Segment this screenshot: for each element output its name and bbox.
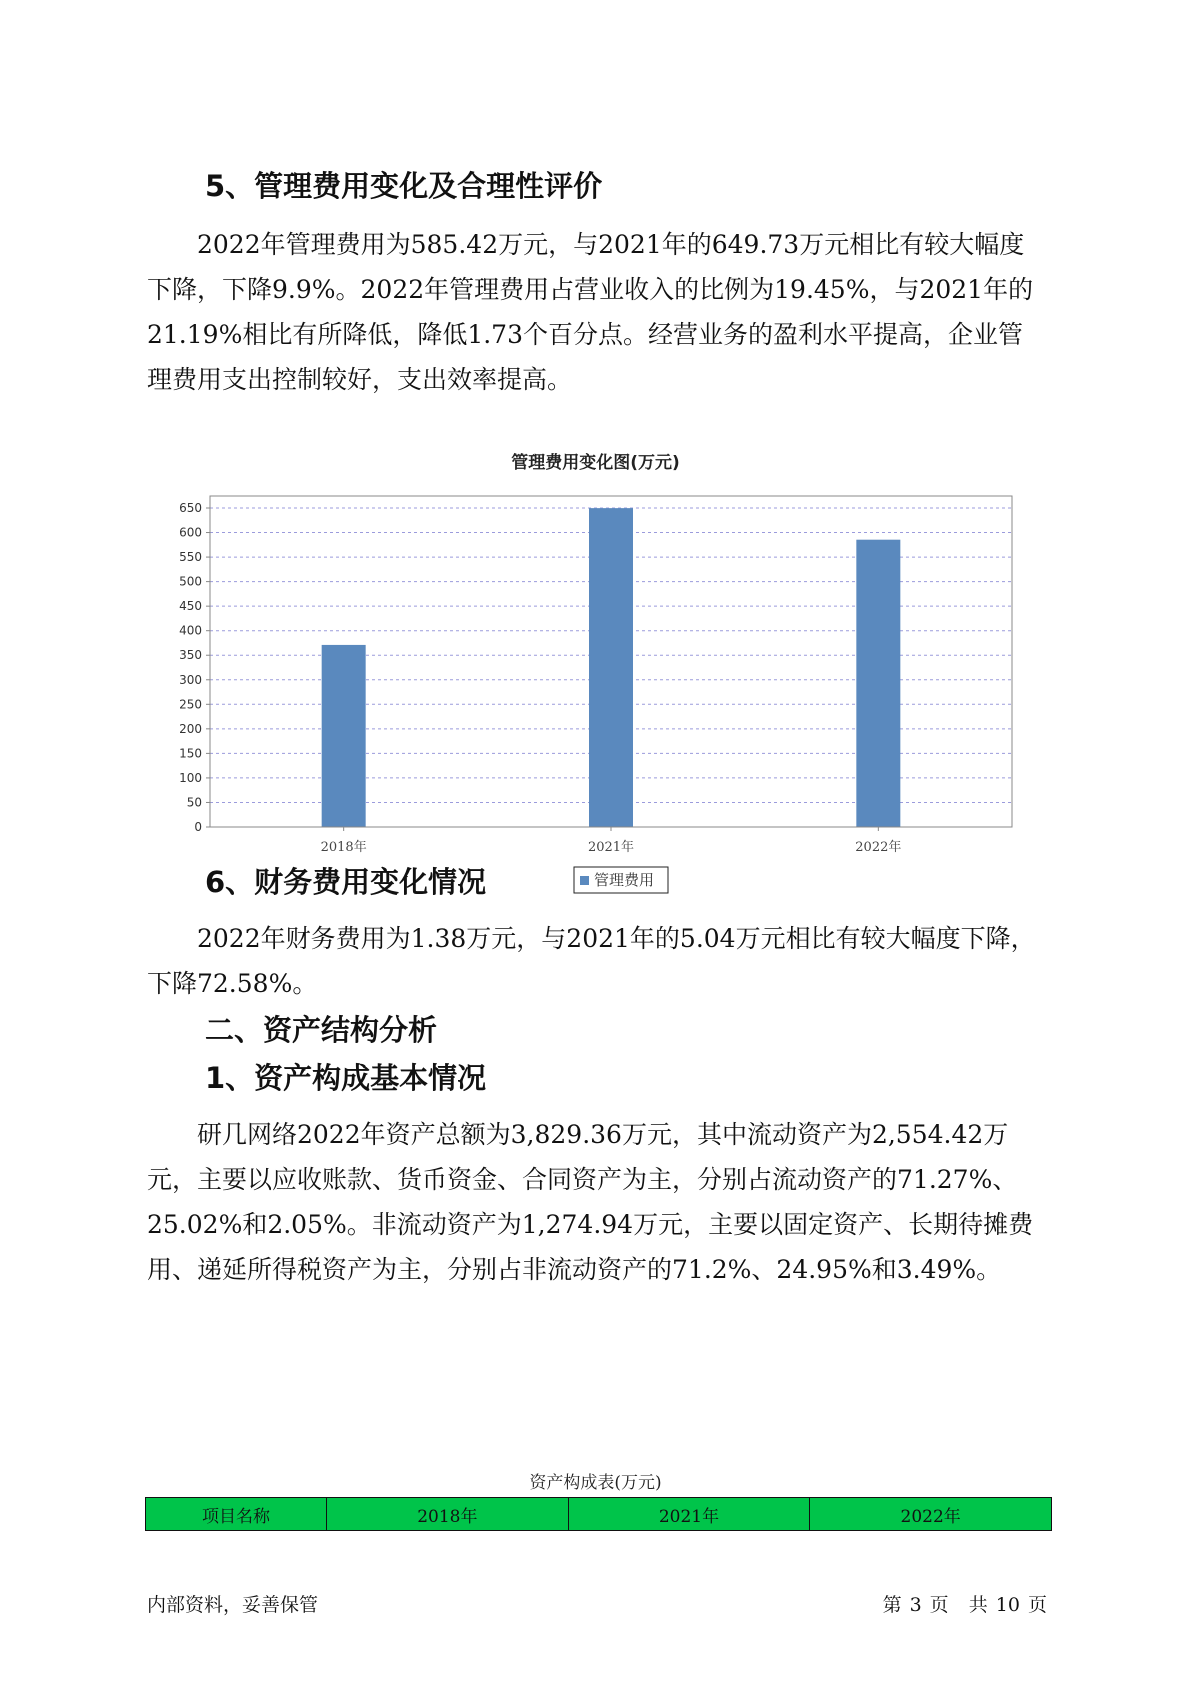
y-tick-label: 550	[179, 550, 202, 565]
section-6-text: 2022年财务费用为1.38万元，与2021年的5.04万元相比有较大幅度下降，下降72.58%。	[147, 924, 1036, 998]
y-tick-label: 0	[194, 820, 202, 834]
total-unit: 页	[1027, 1594, 1047, 1616]
table-header-cell: 2022年	[810, 1498, 1052, 1531]
x-tick-label: 2022年	[855, 840, 902, 855]
y-tick-label: 300	[179, 672, 202, 687]
y-tick-label: 250	[179, 697, 202, 712]
table-header-row	[146, 1498, 1052, 1531]
legend-label: 管理费用	[594, 871, 655, 889]
table-header-cell: 2021年	[568, 1498, 810, 1531]
section-1-heading: 1、资产构成基本情况	[205, 1061, 487, 1095]
table-header-cell: 项目名称	[146, 1498, 327, 1531]
y-tick-label: 400	[179, 623, 202, 638]
bar-2021年	[589, 508, 633, 827]
y-tick-label: 200	[179, 721, 202, 736]
y-tick-label: 350	[179, 648, 202, 663]
section-1-text: 研几网络2022年资产总额为3,829.36万元，其中流动资产为2,554.42万元，主要以应收账款、货币资金、合同资产为主，分别占流动资产的71.27%、25.02%和2.05%。非流动资产为1,274.94万元，主要以固定资产、长期待摊费用、递延所得税资产为主，分别占非流动资产的71.2%、24.95%和3.49%。	[147, 1120, 1034, 1284]
chart-title: 管理费用变化图(万元)	[511, 453, 680, 473]
section-5-paragraph	[147, 222, 1047, 402]
bar-2018年	[322, 645, 366, 827]
chart-bars	[322, 508, 901, 827]
y-tick-label: 600	[179, 525, 202, 540]
chart-y-ticks	[179, 501, 210, 834]
asset-table-caption: 资产构成表(万元)	[529, 1473, 662, 1493]
asset-composition-table	[145, 1497, 1052, 1531]
page-unit: 页	[929, 1594, 949, 1616]
part-2-heading: 二、资产结构分析	[205, 1013, 438, 1047]
section-6-paragraph	[147, 916, 1047, 1006]
footer-confidential: 内部资料，妥善保管	[147, 1594, 319, 1616]
x-tick-label: 2021年	[587, 840, 635, 855]
x-tick-label: 2018年	[320, 840, 367, 855]
y-tick-label: 450	[179, 599, 202, 614]
section-5-text: 2022年管理费用为585.42万元，与2021年的649.73万元相比有较大幅度下降，下降9.9%。2022年管理费用占营业收入的比例为19.45%，与2021年的21.19%相比有所降低，降低1.73个百分点。经营业务的盈利水平提高，企业管理费用支出控制较好，支出效率提高。	[147, 230, 1034, 394]
chart-x-ticks	[321, 827, 902, 855]
y-tick-label: 100	[179, 770, 202, 785]
y-tick-label: 650	[179, 501, 202, 515]
page-prefix: 第	[882, 1594, 902, 1616]
y-tick-label: 500	[179, 574, 202, 589]
footer-page-number	[879, 1590, 1051, 1617]
y-tick-label: 150	[179, 746, 202, 761]
bar-2022年	[856, 540, 900, 827]
section-5-heading: 5、管理费用变化及合理性评价	[205, 169, 603, 203]
legend-swatch	[580, 876, 589, 885]
page-num: 3	[909, 1594, 922, 1616]
total-prefix: 共	[968, 1594, 988, 1616]
chart-legend	[574, 867, 668, 893]
y-tick-label: 50	[186, 795, 202, 810]
total-num: 10	[995, 1594, 1020, 1616]
table-header-cell: 2018年	[327, 1498, 569, 1531]
section-6-heading: 6、财务费用变化情况	[205, 865, 487, 899]
management-expense-chart	[150, 482, 1030, 902]
section-1-paragraph	[147, 1112, 1047, 1292]
